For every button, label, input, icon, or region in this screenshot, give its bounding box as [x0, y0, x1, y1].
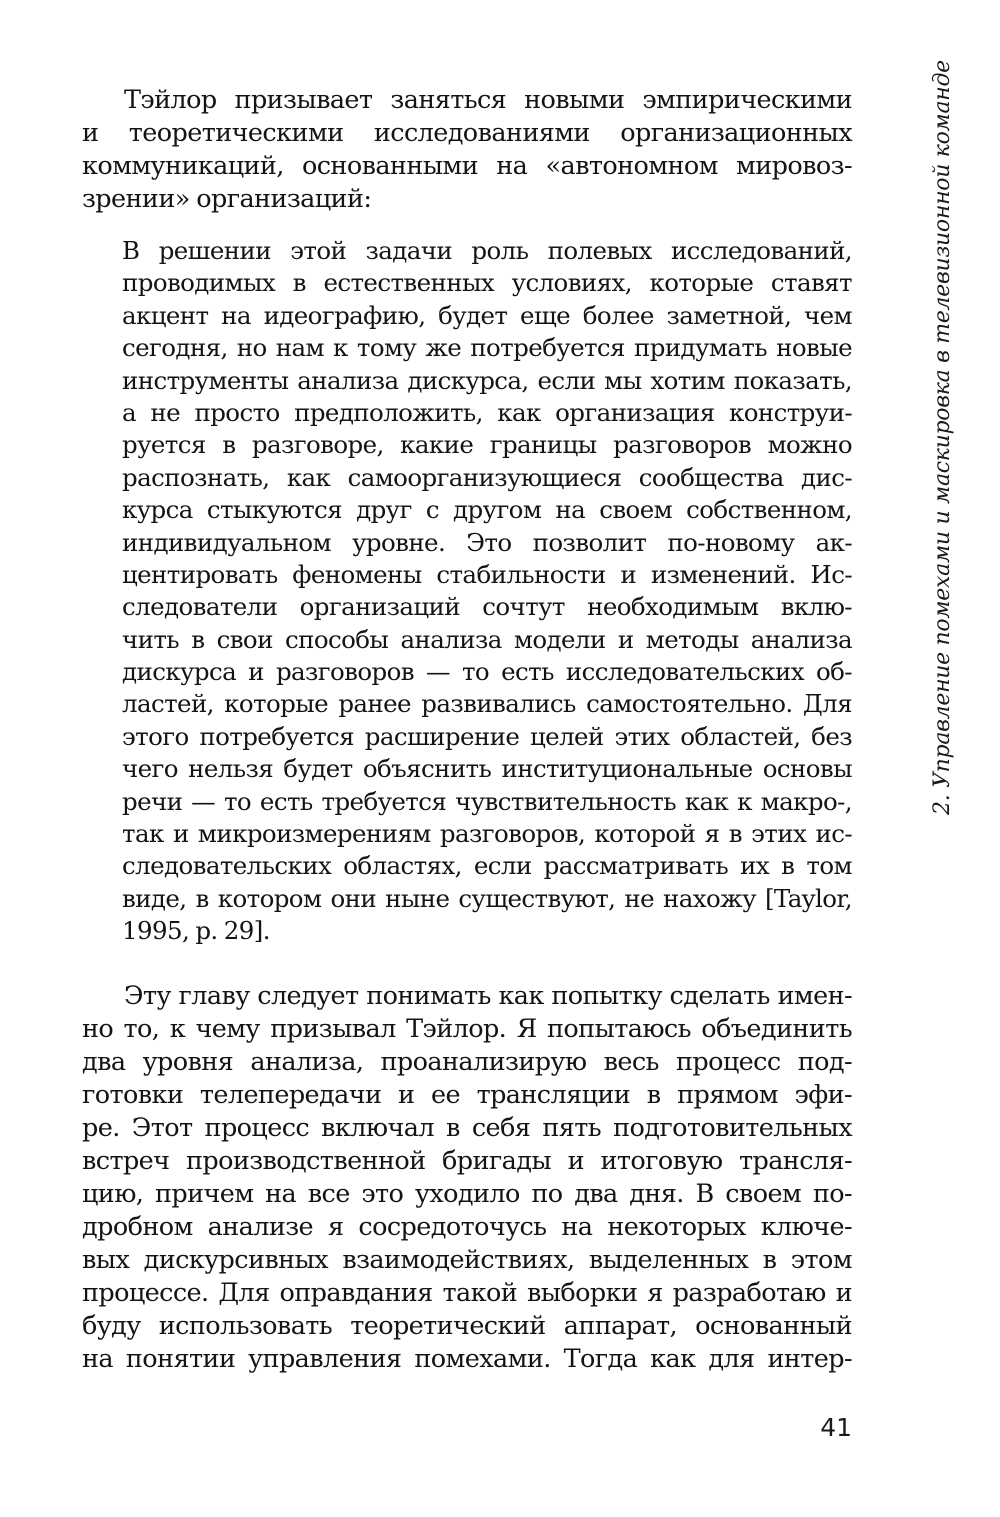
text-line: зрении» организаций: — [82, 184, 372, 214]
text-line: два уровня анализа, проанализирую весь процесс под- — [82, 1047, 852, 1077]
text-line: Эту главу следует понимать как попытку сделать имен- — [124, 981, 852, 1011]
quote-line: этого потребуется расширение целей этих областей, без — [122, 721, 852, 751]
quote-line: речи — то есть требуется чувствительность как к макро-, — [122, 786, 852, 816]
text-line: Тэйлор призывает заняться новыми эмпирическими — [124, 85, 852, 115]
quote-line: руется в разговоре, какие границы разговоров можно — [122, 430, 852, 460]
quote-line: распознать, как самоорганизующиеся сообщества дис- — [122, 462, 852, 492]
block-quote — [122, 235, 852, 948]
intro-paragraph — [82, 84, 852, 216]
text-line: ре. Этот процесс включал в себя пять подготовительных — [82, 1113, 852, 1143]
quote-line: В решении этой задачи роль полевых исследований, — [122, 236, 852, 265]
quote-line: 1995, p. 29]. — [122, 916, 270, 946]
quote-line: курса стыкуются друг с другом на своем собственном, — [122, 495, 852, 525]
page-number: 41 — [820, 1413, 852, 1442]
quote-line: следовательских областях, если рассматривать их в том — [122, 851, 852, 881]
quote-line: сегодня, но нам к тому же потребуется придумать новые — [122, 333, 852, 363]
quote-line: ластей, которые ранее развивались самостоятельно. Для — [122, 689, 852, 719]
text-line: но то, к чему призывал Тэйлор. Я попытаюсь объединить — [82, 1014, 852, 1044]
quote-line: чить в свои способы анализа модели и методы анализа — [122, 624, 852, 654]
main-paragraph — [82, 980, 852, 1376]
text-line: вых дискурсивных взаимодействиях, выделенных в этом — [82, 1245, 852, 1275]
quote-line: следователи организаций сочтут необходимым вклю- — [122, 592, 852, 622]
text-line: цию, причем на все это уходило по два дня. В своем по- — [82, 1179, 852, 1209]
text-line: дробном анализе я сосредоточусь на некоторых ключе- — [82, 1212, 852, 1242]
quote-line: центировать феномены стабильности и изменений. Ис- — [122, 559, 852, 589]
text-line: готовки телепередачи и ее трансляции в прямом эфи- — [82, 1080, 852, 1110]
quote-line: так и микроизмерениям разговоров, которой я в этих ис- — [122, 819, 852, 849]
text-line: буду использовать теоретический аппарат, основанный — [82, 1311, 852, 1341]
text-line: на понятии управления помехами. Тогда как для интер- — [82, 1344, 852, 1374]
text-line: встреч производственной бригады и итоговую трансля- — [82, 1146, 852, 1176]
running-head: 2. Управление помехами и маскировка в телевизионной команде — [930, 60, 955, 815]
quote-line: а не просто предположить, как организация конструи- — [122, 397, 852, 427]
quote-line: виде, в котором они ныне существуют, не нахожу [Taylor, — [122, 883, 852, 913]
quote-line: акцент на идеографию, будет еще более заметной, чем — [122, 300, 852, 330]
quote-line: индивидуальном уровне. Это позволит по-новому ак- — [122, 527, 852, 557]
quote-line: чего нельзя будет объяснить институциональные основы — [122, 754, 852, 784]
quote-line: инструменты анализа дискурса, если мы хотим показать, — [122, 365, 852, 395]
text-line: и теоретическими исследованиями организационных — [82, 118, 852, 148]
quote-line: проводимых в естественных условиях, которые ставят — [122, 268, 852, 298]
text-line: коммуникаций, основанными на «автономном мировоз- — [82, 151, 852, 181]
text-line: процессе. Для оправдания такой выборки я разработаю и — [82, 1278, 852, 1308]
quote-line: дискурса и разговоров — то есть исследовательских об- — [122, 657, 852, 687]
